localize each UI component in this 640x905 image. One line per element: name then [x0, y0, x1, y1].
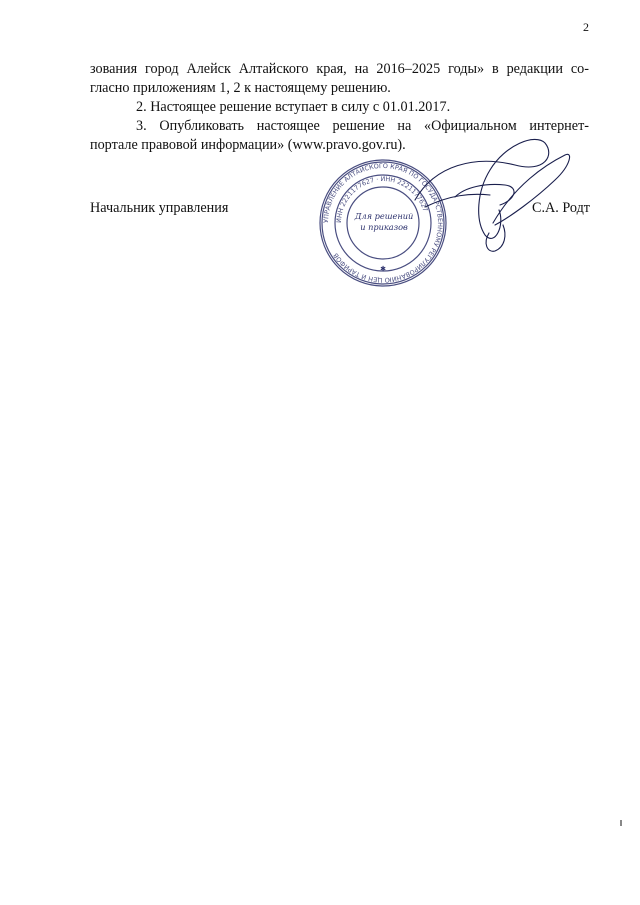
signatory-title: Начальник управления — [90, 200, 229, 216]
paragraph-3-line-2: портале правовой информации» (www.pravo.gov.ru). — [90, 137, 406, 153]
paragraph-2 — [90, 98, 589, 117]
paragraph-2-text: 2. Настоящее решение вступает в силу с 01.01.2017. — [136, 99, 451, 115]
stamp-center-line-2: и приказов — [360, 222, 408, 232]
paragraph-1 — [90, 60, 589, 98]
stamp-outer-ring-text: УПРАВЛЕНИЕ АЛТАЙСКОГО КРАЯ ПО ГОСУДАРСТВЕННОМУ РЕГУЛИРОВАНИЮ ЦЕН И ТАРИФОВ — [321, 161, 445, 285]
stamp-center-line-1: Для решений — [354, 211, 414, 221]
paragraph-1-line-1: зования город Алейск Алтайского края, на 2016–2025 годы» в редакции со- — [90, 61, 589, 77]
signatory-name: С.А. Родт — [532, 200, 590, 216]
stamp-inner-ring-text: ИНН 2221177627 · ИНН 2221177627 — [334, 174, 430, 224]
page-number: 2 — [583, 20, 589, 34]
paragraph-3-line-1: 3. Опубликовать настоящее решение на «Официальном интернет- — [136, 118, 589, 134]
paragraph-1-line-2: гласно приложениям 1, 2 к настоящему решению. — [90, 80, 391, 96]
stamp-star-icon: ✱ — [380, 265, 386, 273]
signature-row — [90, 200, 590, 224]
handwritten-signature — [395, 125, 585, 255]
scan-artifact — [620, 820, 622, 826]
